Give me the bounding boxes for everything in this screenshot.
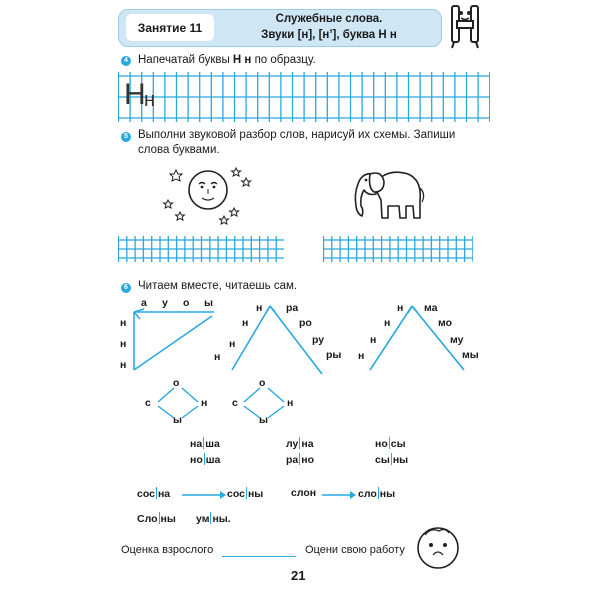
- syllable-word: но ша: [190, 454, 221, 466]
- syllable-word: но сы: [375, 438, 406, 450]
- adult-rating-line[interactable]: [222, 556, 296, 557]
- fan1-vowel: а: [141, 297, 147, 309]
- syllable-word: на ша: [190, 438, 220, 450]
- arrow-right-icon: [180, 489, 226, 501]
- fan3-apex: н: [397, 302, 404, 314]
- moon-picture: [162, 162, 258, 228]
- sentence-word-2: ум ны.: [196, 513, 231, 525]
- fan2-consonant: н: [229, 338, 236, 350]
- adult-rating-label: Оценка взрослого: [121, 544, 214, 556]
- sentence-word-1: Сло ны: [137, 513, 176, 525]
- task-5-number: 5: [121, 132, 131, 142]
- task-4-number: 4: [121, 56, 131, 66]
- chain-word-1: сос на: [137, 488, 171, 500]
- topic-line-2: Звуки [н], [н’], буква Н н: [261, 29, 397, 41]
- smiley-face-icon[interactable]: [413, 525, 463, 571]
- fan3-syllable: мо: [438, 317, 453, 329]
- sample-letter-upper: Н: [124, 78, 146, 111]
- diamond2-bottom: ы: [259, 414, 268, 426]
- topic-line-1: Служебные слова.: [275, 13, 383, 25]
- chain-word-3: слон: [291, 487, 317, 499]
- fan3-syllable: ма: [424, 302, 438, 314]
- diamond2-right: н: [287, 397, 294, 409]
- fan3-consonant: н: [384, 317, 391, 329]
- fan3-syllable: мы: [462, 349, 479, 361]
- fan1-consonant: н: [120, 338, 127, 350]
- task-4-letters: Н н: [232, 54, 252, 66]
- fan1-consonant: н: [120, 359, 127, 371]
- sample-letter-lower: н: [144, 89, 156, 111]
- fan1-vowel: о: [183, 297, 190, 309]
- fan2-syllable: ро: [299, 317, 312, 329]
- diamond2-top: о: [259, 377, 266, 389]
- fan3-syllable: му: [450, 334, 464, 346]
- fan2-consonant: н: [214, 351, 221, 363]
- sound-scheme-grid-2[interactable]: [323, 236, 473, 262]
- syllable-word: ра но: [286, 454, 315, 466]
- task-4-instruction: Напечатай буквы Н н по образцу.: [138, 54, 316, 66]
- elephant-picture: [348, 160, 428, 232]
- syllable-word: лу на: [286, 438, 314, 450]
- diamond1-top: о: [173, 377, 180, 389]
- chain-word-4: сло ны: [358, 488, 396, 500]
- lesson-label: Занятие 11: [126, 14, 214, 41]
- fan3-consonant: н: [358, 350, 365, 362]
- diamond2-left: с: [232, 397, 238, 409]
- letter-n-mascot-icon: [448, 4, 482, 50]
- fan1-vowel: ы: [204, 297, 213, 309]
- diamond1-bottom: ы: [173, 414, 182, 426]
- fan2-apex: н: [256, 302, 263, 314]
- fan2-syllable: ра: [286, 302, 299, 314]
- writing-grid-1[interactable]: [118, 72, 490, 122]
- fan2-consonant: н: [242, 317, 249, 329]
- fan3-consonant: н: [370, 334, 377, 346]
- task-5-instruction: Выполни звуковой разбор слов, нарисуй их схемы. Запиши слова буквами.: [138, 129, 456, 156]
- chain-word-2: сос ны: [227, 488, 264, 500]
- diamond1-right: н: [201, 397, 208, 409]
- syllable-word: сы ны: [375, 454, 409, 466]
- page-number: 21: [291, 568, 306, 583]
- fan1-vowel: у: [162, 297, 168, 309]
- fan2-syllable: ру: [312, 334, 325, 346]
- fan2-syllable: ры: [326, 349, 342, 361]
- fan1-consonant: н: [120, 317, 127, 329]
- syllable-fan-1-lines: [120, 298, 230, 378]
- self-rating-label: Оцени свою работу: [305, 544, 405, 556]
- diamond1-left: с: [145, 397, 151, 409]
- arrow-right-icon: [320, 489, 356, 501]
- lesson-topic: [222, 11, 436, 43]
- task-6-number: 6: [121, 283, 131, 293]
- task-6-instruction: Читаем вместе, читаешь сам.: [138, 280, 298, 292]
- sound-scheme-grid-1[interactable]: [118, 236, 284, 262]
